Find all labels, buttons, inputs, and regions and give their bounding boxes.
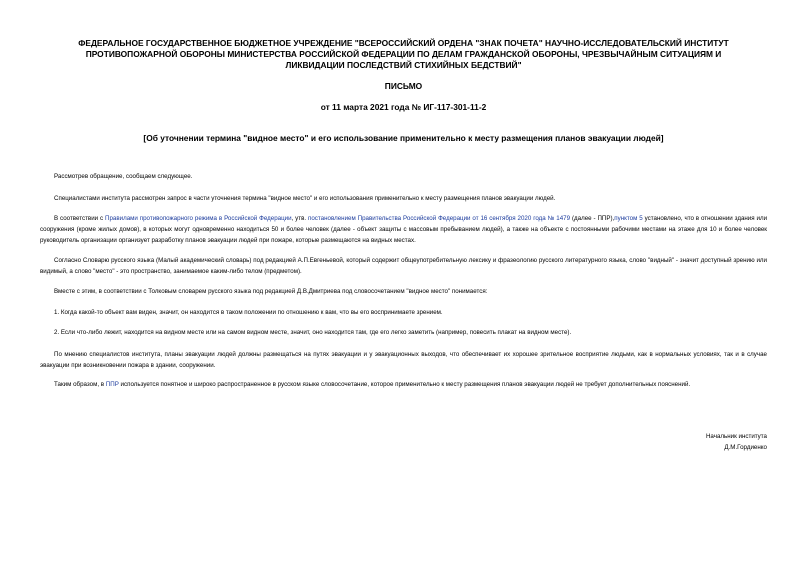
paragraph-2-text: Специалистами института рассмотрен запрос в части уточнения термина "видное место" и его использования применительно к месту размещения планов эвакуации людей. [54,195,556,202]
paragraph-3-text-d: установлено, что в отношении здания или сооружения (кроме жилых домов), в которых могут одновременно находиться 50 и более человек (далее - объект защиты с массовым пребыванием людей), а также на объекте с постоянными рабочими местами на этаже для 10 и более человек руководитель организации организует разработку планов эвакуации людей при пожаре, которые размещаются на видных местах. [40,215,768,244]
paragraph-9 [40,379,767,390]
document-type: ПИСЬМО [384,81,423,91]
link-ppr[interactable]: ППР [105,381,119,388]
link-fire-regime-rules[interactable]: Правилами противопожарного режима в Российской Федерации [105,215,292,222]
signatory-title: Начальник института [705,433,767,440]
org-name-line-3: ЛИКВИДАЦИИ ПОСЛЕДСТВИЙ СТИХИЙНЫХ БЕДСТВИЙ" [285,60,522,70]
paragraph-7-text: 2. Если что-либо лежит, находится на видном месте или на самом видном месте, значит, оно находится там, где его легко заметить (например, повесить плакат на видном месте). [54,329,572,336]
signature-block [706,431,767,453]
paragraph-5-text: Вместе с этим, в соответствии с Толковым словарем русского языка под редакцией Д.В.Дмитриева под словосочетанием "видное место" понимается: [54,288,488,295]
paragraph-3-text-c: (далее - ППР), [570,215,615,222]
link-government-decree[interactable]: постановлением Правительства Российской Федерации от 16 сентября 2020 года № 1479 [308,215,571,222]
paragraph-9-text-a: Таким образом, в [54,381,106,388]
paragraph-4-text: Согласно Словарю русского языка (Малый академический словарь) под редакцией А.П.Евгеньевой, который содержит общеупотребительную лексику и фразеологию русского литературного языка, слово "видный" - значит доступный зрению или видимый, а слово "место" - это пространство, занимаемое каким-либо телом (предметом). [40,257,767,275]
paragraph-7 [40,327,767,338]
paragraph-4 [40,255,767,277]
paragraph-6-text: 1. Когда какой-то объект вам виден, значит, он находится в таком положении по отношению к вам, что вы его воспринимаете зрением. [54,309,443,316]
paragraph-3-text-a: В соответствии с [54,215,106,222]
paragraph-1 [40,171,767,182]
paragraph-1-text: Рассмотрев обращение, сообщаем следующее. [54,173,193,180]
paragraph-5 [40,286,767,297]
document-subject: [Об уточнении термина "видное место" и его использование применительно к месту размещения планов эвакуации людей] [143,133,664,143]
organization-header [40,38,767,71]
paragraph-6 [40,307,767,318]
signatory-name: Д.М.Гордиенко [724,444,767,451]
paragraph-9-text-b: используется понятное и широко распространенное в русском языке словосочетание, которое применительно к месту размещения планов эвакуации людей не требует дополнительных пояснений. [118,381,691,388]
paragraph-3 [40,213,767,246]
paragraph-8 [40,349,767,371]
org-name-line-2: ПРОТИВОПОЖАРНОЙ ОБОРОНЫ МИНИСТЕРСТВА РОССИЙСКОЙ ФЕДЕРАЦИИ ПО ДЕЛАМ ГРАЖДАНСКОЙ ОБОРОНЫ, ЧРЕЗВЫЧАЙНЫМ СИТУАЦИЯМ И [85,49,722,59]
paragraph-2 [40,193,767,204]
link-clause-5[interactable]: пунктом 5 [614,215,643,222]
document-date-number: от 11 марта 2021 года № ИГ-117-301-11-2 [320,102,487,112]
paragraph-3-text-b: , утв. [291,215,309,222]
org-name-line-1: ФЕДЕРАЛЬНОЕ ГОСУДАРСТВЕННОЕ БЮДЖЕТНОЕ УЧРЕЖДЕНИЕ "ВСЕРОССИЙСКИЙ ОРДЕНА "ЗНАК ПОЧЕТА" НАУЧНО-ИССЛЕДОВАТЕЛЬСКИЙ ИНСТИТУТ [78,38,729,48]
paragraph-8-text: По мнению специалистов института, планы эвакуации людей должны размещаться на путях эвакуации и у эвакуационных выходов, что обеспечивает их хорошее зрительное восприятие людьми, как в нормальных условиях, так и в случае эвакуации при возникновении пожара в здании, сооружении. [40,351,767,369]
